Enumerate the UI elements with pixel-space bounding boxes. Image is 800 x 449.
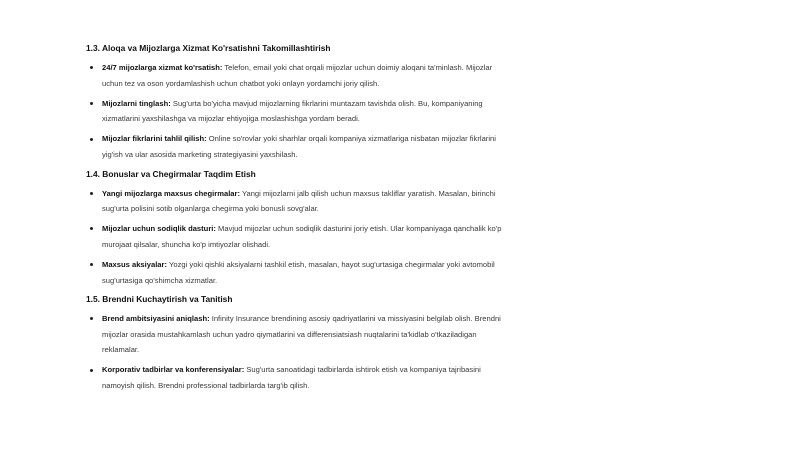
bullet-icon: [90, 227, 93, 230]
section-heading: 1.3. Aloqa va Mijozlarga Xizmat Ko'rsatishni Takomillashtirish: [86, 43, 331, 53]
list-item: [86, 257, 506, 288]
bullet-icon: [90, 102, 93, 105]
item-text: Sug'urta sanoatidagi tadbirlarda ishtirok etish va kompaniya tajribasini namoyish qilish. Brendni professional tadbirlarda targ'ib qilish.: [102, 365, 481, 390]
list-item: [86, 60, 506, 91]
section-heading: 1.4. Bonuslar va Chegirmalar Taqdim Etish: [86, 168, 256, 179]
section-heading: 1.5. Brendni Kuchaytirish va Tanitish: [86, 294, 233, 305]
list-item: [86, 186, 506, 217]
section-1-3: [86, 43, 506, 163]
bullet-icon: [90, 192, 93, 195]
list-item: [86, 96, 506, 127]
item-text: Yangi mijozlarni jalb qilish uchun maxsus takliflar yaratish. Masalan, birinchi sug'urta polisini sotib olganlarga chegirma yoki bonusli sovg'alar.: [102, 188, 496, 214]
list-item: [86, 131, 506, 162]
item-label: Brend ambitsiyasini aniqlash:: [102, 314, 210, 324]
item-text: Yozgi yoki qishki aksiyalarni tashkil etish, masalan, hayot sug'urtasiga chegirmalar yoki avtomobil sug'urtasiga qo'shimcha xizmatlar.: [102, 259, 495, 285]
section-1-4: [86, 169, 506, 289]
item-label: 24/7 mijozlarga xizmat ko'rsatish:: [102, 63, 223, 72]
item-label: Mijozlarni tinglash:: [102, 98, 171, 108]
item-text: Sug'urta bo'yicha mavjud mijozlarning fikrlarini muntazam tavishda olish. Bu, kompaniyaning xizmatlarini yaxshilashga va mijozlar ehtiyojiga moslashishga yordam beradi.: [102, 98, 483, 124]
item-label: Yangi mijozlarga maxsus chegirmalar:: [102, 188, 241, 198]
bullet-icon: [90, 66, 93, 69]
bullet-icon: [90, 263, 93, 266]
item-label: Mijozlar fikrlarini tahlil qilish:: [102, 134, 207, 144]
section-1-5: [86, 294, 506, 393]
item-text: Mavjud mijozlar uchun sodiqlik dasturini joriy etish. Ular kompaniyaga qanchalik ko'p murojaat qilsalar, shuncha ko'p imtiyozlar olishadi.: [102, 224, 502, 249]
item-label: Mijozlar uchun sodiqlik dasturi:: [102, 224, 216, 234]
document-body: [86, 43, 506, 400]
item-text: Infinity Insurance brendining asosiy qadriyatlarini va missiyasini belgilab olish. Brendni mijozlar orasida mustahkamlash uchun yadro qiymatlarini va differensiatsiash nuqtalarini ta'kidlab o'tkaziladigan reklamalar.: [102, 314, 501, 355]
bullet-list: [86, 186, 506, 289]
item-text: Online so'rovlar yoki sharhlar orqali kompaniya xizmatlariga nisbatan mijozlar fikrlarini yig'ish va ular asosida marketing strategiyasini yaxshilash.: [102, 134, 496, 159]
list-item: [86, 221, 506, 252]
item-label: Korporativ tadbirlar va konferensiyalar:: [102, 365, 245, 375]
bullet-icon: [90, 369, 93, 372]
bullet-icon: [90, 138, 93, 141]
item-text: Telefon, email yoki chat orqali mijozlar uchun doimiy aloqani ta'minlash. Mijozlar uchun tez va oson yordamlashish uchun chatbot yoki onlayn yordamchi joriy qilish.: [102, 63, 493, 88]
bullet-list: [86, 311, 506, 393]
list-item: [86, 362, 506, 393]
bullet-icon: [90, 317, 93, 320]
bullet-list: [86, 60, 506, 163]
list-item: [86, 311, 506, 358]
item-label: Maxsus aksiyalar:: [102, 259, 168, 269]
